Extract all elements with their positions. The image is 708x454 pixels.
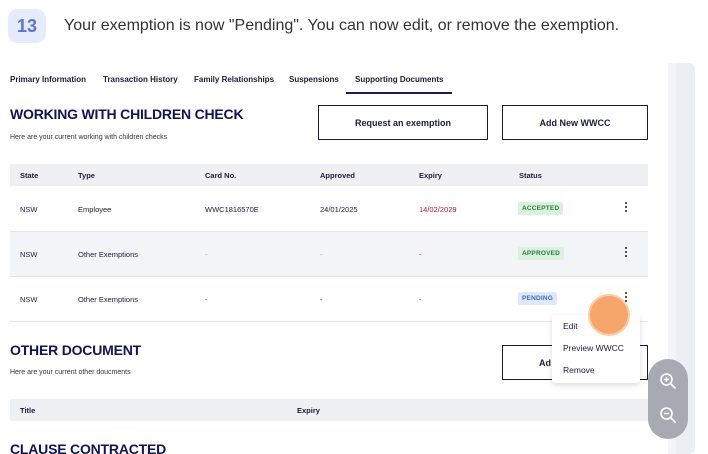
- cell-state: NSW: [20, 295, 38, 304]
- cell-approved: 24/01/2025: [320, 205, 358, 214]
- tab-bar: [8, 63, 668, 95]
- cell-state: NSW: [20, 205, 38, 214]
- column-header-type: Type: [78, 171, 95, 180]
- column-header-title: Title: [20, 406, 36, 415]
- active-tab-indicator: [346, 92, 452, 94]
- tab-family-relationships[interactable]: Family Relationships: [194, 75, 275, 84]
- column-header-approved: Approved: [320, 171, 356, 180]
- cell-card-no: WWC1816570E: [205, 205, 259, 214]
- column-header-status: Status: [519, 171, 542, 180]
- tab-suspensions[interactable]: Suspensions: [289, 75, 339, 84]
- row-actions-kebab-icon[interactable]: [622, 200, 630, 216]
- zoom-controls: [648, 359, 688, 439]
- wwcc-section-subtitle: Here are your current working with children checks: [10, 134, 168, 141]
- menu-item-remove[interactable]: Remove: [563, 365, 595, 375]
- cell-expiry: -: [419, 295, 422, 304]
- table-row: [10, 187, 648, 232]
- screenshot-frame: [8, 63, 695, 454]
- zoom-in-icon[interactable]: [658, 371, 678, 391]
- tab-transaction-history[interactable]: Transaction History: [103, 75, 178, 84]
- add-new-wwcc-button[interactable]: Add New WWCC: [502, 105, 648, 140]
- other-document-title: OTHER DOCUMENT: [10, 342, 141, 358]
- cell-expiry: -: [419, 250, 422, 259]
- cell-approved: -: [320, 295, 323, 304]
- tab-primary-information[interactable]: Primary Information: [10, 75, 87, 84]
- cell-type: Other Exemptions: [78, 295, 139, 304]
- cell-type: Employee: [78, 205, 112, 214]
- status-badge: PENDING: [518, 292, 557, 305]
- partial-section-title: CLAUSE CONTRACTED: [10, 441, 167, 454]
- step-header: [0, 0, 708, 54]
- cell-state: NSW: [20, 250, 38, 259]
- menu-item-edit[interactable]: Edit: [563, 321, 578, 331]
- cell-card-no: -: [205, 295, 208, 304]
- other-document-subtitle: Here are your current other doucments: [10, 369, 131, 376]
- status-badge: APPROVED: [518, 247, 564, 260]
- cell-expiry: 14/02/2029: [419, 205, 457, 214]
- request-exemption-button[interactable]: Request an exemption: [318, 105, 488, 140]
- column-header-card-no: Card No.: [205, 171, 237, 180]
- column-header-expiry: Expiry: [419, 171, 442, 180]
- status-badge: ACCEPTED: [518, 202, 563, 215]
- content-panel: [8, 63, 668, 454]
- row-actions-kebab-icon[interactable]: [622, 245, 630, 261]
- zoom-out-icon[interactable]: [658, 405, 678, 425]
- step-number-badge: 13: [8, 9, 46, 43]
- column-header-expiry: Expiry: [297, 406, 320, 415]
- cell-approved: -: [320, 250, 323, 259]
- other-table-header: [10, 399, 648, 421]
- cell-type: Other Exemptions: [78, 250, 139, 259]
- add-other-document-button[interactable]: Ad: [502, 345, 648, 380]
- tab-supporting-documents[interactable]: Supporting Documents: [355, 75, 444, 84]
- cell-card-no: -: [205, 250, 208, 259]
- click-indicator: [588, 294, 630, 336]
- column-header-state: State: [20, 171, 39, 180]
- step-instruction: Your exemption is now "Pending". You can now edit, or remove the exemption.: [64, 17, 620, 34]
- wwcc-table-header: [10, 164, 648, 186]
- menu-item-preview-wwcc[interactable]: Preview WWCC: [563, 343, 624, 353]
- table-row: [10, 232, 648, 277]
- wwcc-section-title: WORKING WITH CHILDREN CHECK: [10, 106, 244, 122]
